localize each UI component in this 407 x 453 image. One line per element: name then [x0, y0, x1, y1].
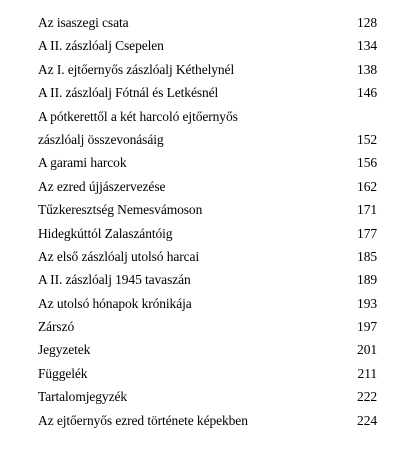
toc-entry-title: A garami harcok — [38, 155, 127, 171]
toc-entry-page: 201 — [357, 342, 377, 358]
toc-entry-title: Zárszó — [38, 319, 75, 335]
toc-entry-title: Jegyzetek — [38, 342, 91, 358]
toc-entry — [38, 385, 377, 408]
toc-entry-page: 222 — [357, 389, 377, 405]
toc-entry-title: Az utolsó hónapok krónikája — [38, 295, 192, 311]
toc-entry-page: 189 — [357, 272, 377, 288]
toc-entry — [38, 105, 377, 152]
toc-entry-title: Tűzkeresztség Nemesvámoson — [38, 202, 203, 218]
toc-entry — [38, 198, 377, 221]
toc-entry-page: 193 — [357, 295, 377, 311]
toc-entry — [38, 245, 377, 268]
toc-entry-title: Az ejtőernyős ezred története képekben — [38, 412, 248, 428]
toc-entry-page: 211 — [357, 365, 377, 381]
toc-entry-page: 177 — [357, 225, 377, 241]
toc-entry-title-line2: zászlóalj összevonásáig — [38, 131, 164, 147]
toc-entry-page: 185 — [357, 248, 377, 264]
toc-entry-page: 197 — [357, 319, 377, 335]
toc-entry-page: 224 — [357, 412, 377, 428]
toc-entry-title: Tartalomjegyzék — [38, 389, 128, 405]
toc-entry-page: 128 — [357, 15, 377, 30]
toc-entry-page: 162 — [357, 178, 377, 194]
toc-entry-title: Az I. ejtőernyős zászlóalj Kéthelynél — [38, 61, 235, 77]
toc-entry-title: Az isaszegi csata — [38, 15, 129, 30]
toc-entry — [38, 151, 377, 174]
toc-entry — [38, 81, 377, 104]
toc-entry-title-line1: A pótkerettől a két harcoló ejtőernyős — [38, 108, 238, 124]
toc-entry-title: A II. zászlóalj Fótnál és Letkésnél — [38, 85, 219, 101]
toc-entry — [38, 222, 377, 245]
toc-entry — [38, 34, 377, 57]
table-of-contents — [38, 11, 377, 432]
toc-entry-page: 156 — [357, 155, 377, 171]
toc-entry — [38, 338, 377, 361]
toc-entry — [38, 58, 377, 81]
toc-entry — [38, 362, 377, 385]
toc-entry-title: Az ezred újjászervezése — [38, 178, 166, 194]
toc-entry — [38, 292, 377, 315]
toc-entry — [38, 175, 377, 198]
toc-entry-page: 134 — [357, 38, 377, 54]
toc-entry — [38, 315, 377, 338]
toc-entry-page: 152 — [357, 131, 377, 147]
toc-entry-title: A II. zászlóalj Csepelen — [38, 38, 164, 54]
toc-entry-page: 171 — [357, 202, 377, 218]
toc-entry-page: 138 — [357, 61, 377, 77]
toc-entry-title: Az első zászlóalj utolsó harcai — [38, 248, 200, 264]
toc-entry-title: Függelék — [38, 365, 88, 381]
toc-entry — [38, 409, 377, 432]
toc-entry — [38, 268, 377, 291]
toc-entry-title: Hidegkúttól Zalaszántóig — [38, 225, 173, 241]
toc-entry-page: 146 — [357, 85, 377, 101]
toc-entry-title: A II. zászlóalj 1945 tavaszán — [38, 272, 191, 288]
toc-entry — [38, 11, 377, 34]
